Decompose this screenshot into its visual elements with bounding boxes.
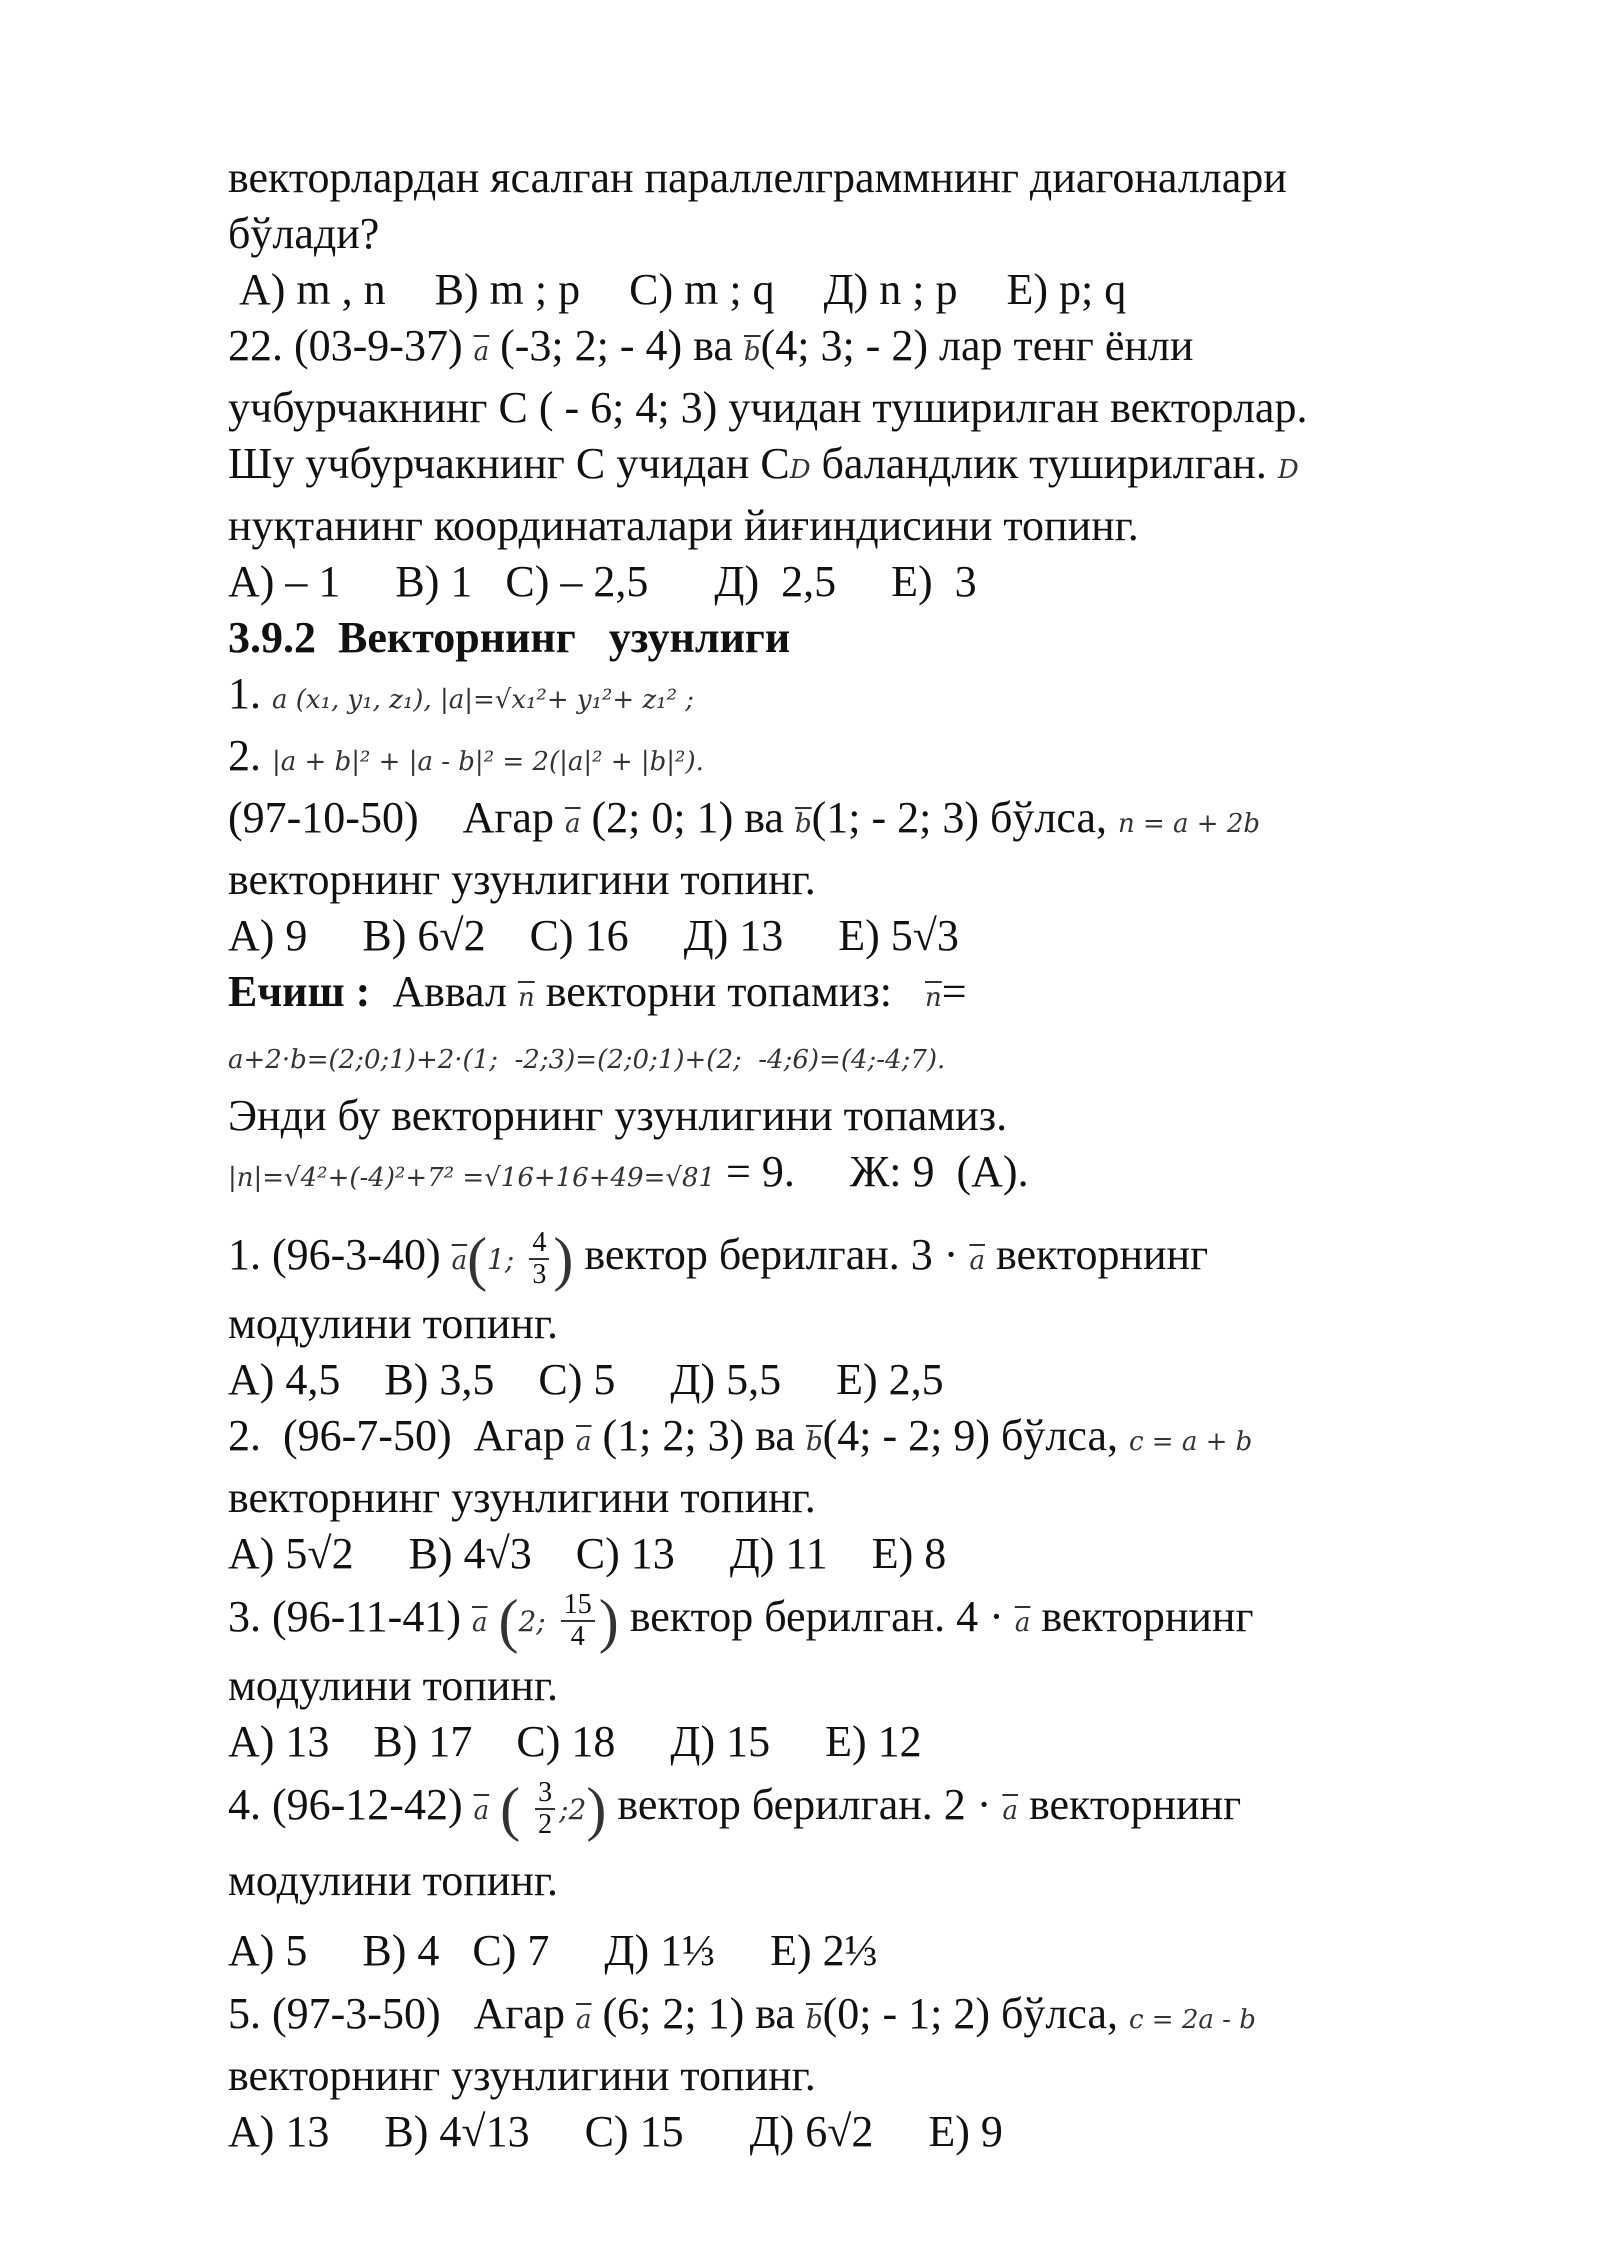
text: нуқтанинг координаталари йиғиндисини топинг. <box>228 501 1139 550</box>
text: векторлардан ясалган параллелграммнинг диагоналлари <box>228 153 1287 202</box>
text: векторни топамиз: <box>545 967 892 1016</box>
text: (6; 2; 1) ва <box>602 1989 795 2038</box>
text: 5. (97-3-50) Агар <box>228 1989 565 2038</box>
text: вектор берилган. 3 · <box>584 1230 959 1279</box>
options: A) 5 B) 4 C) 7 Д) 1⅓ E) 2⅓ <box>228 1926 878 1975</box>
vector-a: $\overline{a}$ <box>1014 1608 1031 1638</box>
text: Шу учбурчакнинг C учидан C <box>228 439 790 488</box>
text: (4; - 2; 9) бўлса, <box>822 1411 1118 1460</box>
vector-b: $\overline{b}$ <box>805 1427 823 1457</box>
vector-b: $\overline{b}$ <box>743 337 761 367</box>
vector-a: $\overline{a}$ <box>969 1246 985 1276</box>
text: (1; - 2; 3) бўлса, <box>811 793 1107 842</box>
text: вектор берилган. 2 · <box>617 1780 992 1829</box>
fraction <box>529 1228 549 1290</box>
options: A) 13 B) 4√13 C) 15 Д) 6√2 E) 9 <box>228 2107 1003 2156</box>
text: Аввал <box>392 967 507 1016</box>
point-d: D <box>789 455 811 485</box>
text-line <box>228 2048 1478 2104</box>
answer-options-q21 <box>228 262 1478 318</box>
problem-1 <box>228 1220 1478 1296</box>
text: (0; - 1; 2) бўлса, <box>822 1989 1118 2038</box>
answer-options-p1 <box>228 1352 1478 1408</box>
numerator: 4 <box>529 1228 549 1260</box>
text-line <box>228 1088 1478 1144</box>
option-d: Д) n ; p <box>823 265 958 314</box>
text-line <box>228 436 1478 498</box>
answer-options-example <box>228 908 1478 964</box>
heading: 3.9.2 Векторнинг узунлиги <box>228 613 791 662</box>
text: векторнинг <box>995 1230 1209 1279</box>
formula: c = a + b <box>1128 1427 1253 1457</box>
problem-5 <box>228 1986 1478 2048</box>
vector-a: $\overline{a}$ <box>473 1796 490 1826</box>
example-problem <box>228 790 1478 852</box>
text: вектор берилган. 4 · <box>629 1592 1004 1641</box>
problem-4 <box>228 1770 1478 1846</box>
formula: a (x₁, y₁, z₁), |a|=√x₁²+ y₁²+ z₁² ; <box>272 685 695 715</box>
text: (4; 3; - 2) лар тенг ёнли <box>760 321 1194 370</box>
vector-a: $\overline{a}$ <box>575 2005 592 2035</box>
question-22 <box>228 318 1478 380</box>
vector-a: $\overline{a}$ <box>451 1246 468 1276</box>
text: модулини топинг. <box>228 1856 558 1905</box>
text-line <box>228 1846 1478 1916</box>
denominator: 3 <box>532 1258 547 1290</box>
question-number: 22. (03-9-37) <box>228 321 463 370</box>
solution-line-2 <box>228 1026 1478 1088</box>
options: A) – 1 B) 1 C) – 2,5 Д) 2,5 E) 3 <box>228 557 977 606</box>
problem-2 <box>228 1408 1478 1470</box>
paren-right: ) <box>553 1225 574 1292</box>
answer-options-q22 <box>228 554 1478 610</box>
paren-right: ) <box>598 1587 619 1654</box>
vector-b: $\overline{b}$ <box>805 2005 823 2035</box>
option-c: C) m ; q <box>629 265 775 314</box>
denominator: 4 <box>570 1620 585 1652</box>
paren-left: ( <box>500 1775 521 1842</box>
text-line <box>228 380 1478 436</box>
answer-options-p3 <box>228 1714 1478 1770</box>
vector-n: $\overline{n}$ <box>517 983 535 1013</box>
text: = 9. Ж: 9 (A). <box>726 1147 1029 1196</box>
formula-number: 2. <box>228 731 261 780</box>
text: (2; 0; 1) ва <box>591 793 784 842</box>
option-e: E) p; q <box>1006 265 1127 314</box>
text: векторнинг <box>1041 1592 1254 1641</box>
coord: 1; <box>487 1243 515 1276</box>
question-number: 3. (96-11-41) <box>228 1592 461 1641</box>
text: модулини топинг. <box>228 1661 558 1710</box>
text: (1; 2; 3) ва <box>602 1411 795 1460</box>
coord: ;2 <box>559 1793 587 1826</box>
answer-options-p5 <box>228 2104 1478 2160</box>
text: модулини топинг. <box>228 1299 558 1348</box>
formula-1 <box>228 666 1478 728</box>
formula: n = a + 2b <box>1117 809 1261 839</box>
text-line <box>228 1296 1478 1352</box>
denominator: 2 <box>538 1808 553 1840</box>
text-line <box>228 1658 1478 1714</box>
question-number: 4. (96-12-42) <box>228 1780 463 1829</box>
numerator: 3 <box>535 1778 555 1810</box>
text: векторнинг узунлигини топинг. <box>228 2051 816 2100</box>
numerator: 15 <box>561 1590 595 1622</box>
solution-line-1 <box>228 964 1478 1026</box>
options: A) 13 B) 17 C) 18 Д) 15 E) 12 <box>228 1717 922 1766</box>
text: = <box>941 967 967 1016</box>
option-b: B) m ; p <box>434 265 581 314</box>
formula-2 <box>228 728 1478 790</box>
text: векторнинг узунлигини топинг. <box>228 1473 816 1522</box>
formula: |n|=√4²+(-4)²+7² =√16+16+49=√81 <box>228 1163 716 1193</box>
vector-a: $\overline{a}$ <box>564 809 581 839</box>
point-d: D <box>1277 455 1299 485</box>
vector-a: $\overline{a}$ <box>471 1608 488 1638</box>
vector-a: $\overline{a}$ <box>473 337 490 367</box>
vector-a: $\overline{a}$ <box>1002 1796 1018 1826</box>
text: векторнинг узунлигини топинг. <box>228 855 816 904</box>
paren-left: ( <box>498 1587 519 1654</box>
text: бўлади? <box>228 209 380 258</box>
text: 2. (96-7-50) Агар <box>228 1411 565 1460</box>
document-page <box>228 150 1478 2160</box>
solution-line-4 <box>228 1144 1478 1206</box>
coord: 2; <box>518 1605 546 1638</box>
paren-right: ) <box>586 1775 607 1842</box>
fraction <box>561 1590 595 1652</box>
fraction <box>535 1778 555 1840</box>
problem-3 <box>228 1582 1478 1658</box>
answer-options-p4 <box>228 1916 1478 1986</box>
text-line <box>228 1470 1478 1526</box>
text-line <box>228 498 1478 554</box>
formula: c = 2a - b <box>1128 2005 1256 2035</box>
text: (97-10-50) Агар <box>228 793 554 842</box>
text: Энди бу векторнинг узунлигини топамиз. <box>228 1091 1008 1140</box>
formula: |a + b|² + |a - b|² = 2(|a|² + |b|²). <box>272 747 704 777</box>
formula-number: 1. <box>228 669 261 718</box>
text-line <box>228 150 1478 206</box>
options: A) 5√2 B) 4√3 C) 13 Д) 11 E) 8 <box>228 1529 947 1578</box>
options: A) 9 B) 6√2 C) 16 Д) 13 E) 5√3 <box>228 911 959 960</box>
formula: a+2·b=(2;0;1)+2·(1; -2;3)=(2;0;1)+(2; -4;6)=(4;-4;7). <box>228 1045 946 1075</box>
text: векторнинг <box>1028 1780 1242 1829</box>
text: учбурчакнинг C ( - 6; 4; 3) учидан туширилган векторлар. <box>228 383 1308 432</box>
vector-n: $\overline{n}$ <box>925 983 942 1013</box>
vector-a: $\overline{a}$ <box>575 1427 592 1457</box>
text-line <box>228 206 1478 262</box>
option-a: A) m , n <box>239 265 386 314</box>
answer-options-p2 <box>228 1526 1478 1582</box>
options: A) 4,5 B) 3,5 C) 5 Д) 5,5 E) 2,5 <box>228 1355 944 1404</box>
text-line <box>228 852 1478 908</box>
text: баландлик туширилган. <box>821 439 1267 488</box>
question-number: 1. (96-3-40) <box>228 1230 441 1279</box>
section-heading <box>228 610 1478 666</box>
text: (-3; 2; - 4) ва <box>500 321 733 370</box>
solution-label: Ечиш : <box>228 967 371 1016</box>
paren-left: ( <box>467 1225 488 1292</box>
vector-b: $\overline{b}$ <box>794 809 812 839</box>
